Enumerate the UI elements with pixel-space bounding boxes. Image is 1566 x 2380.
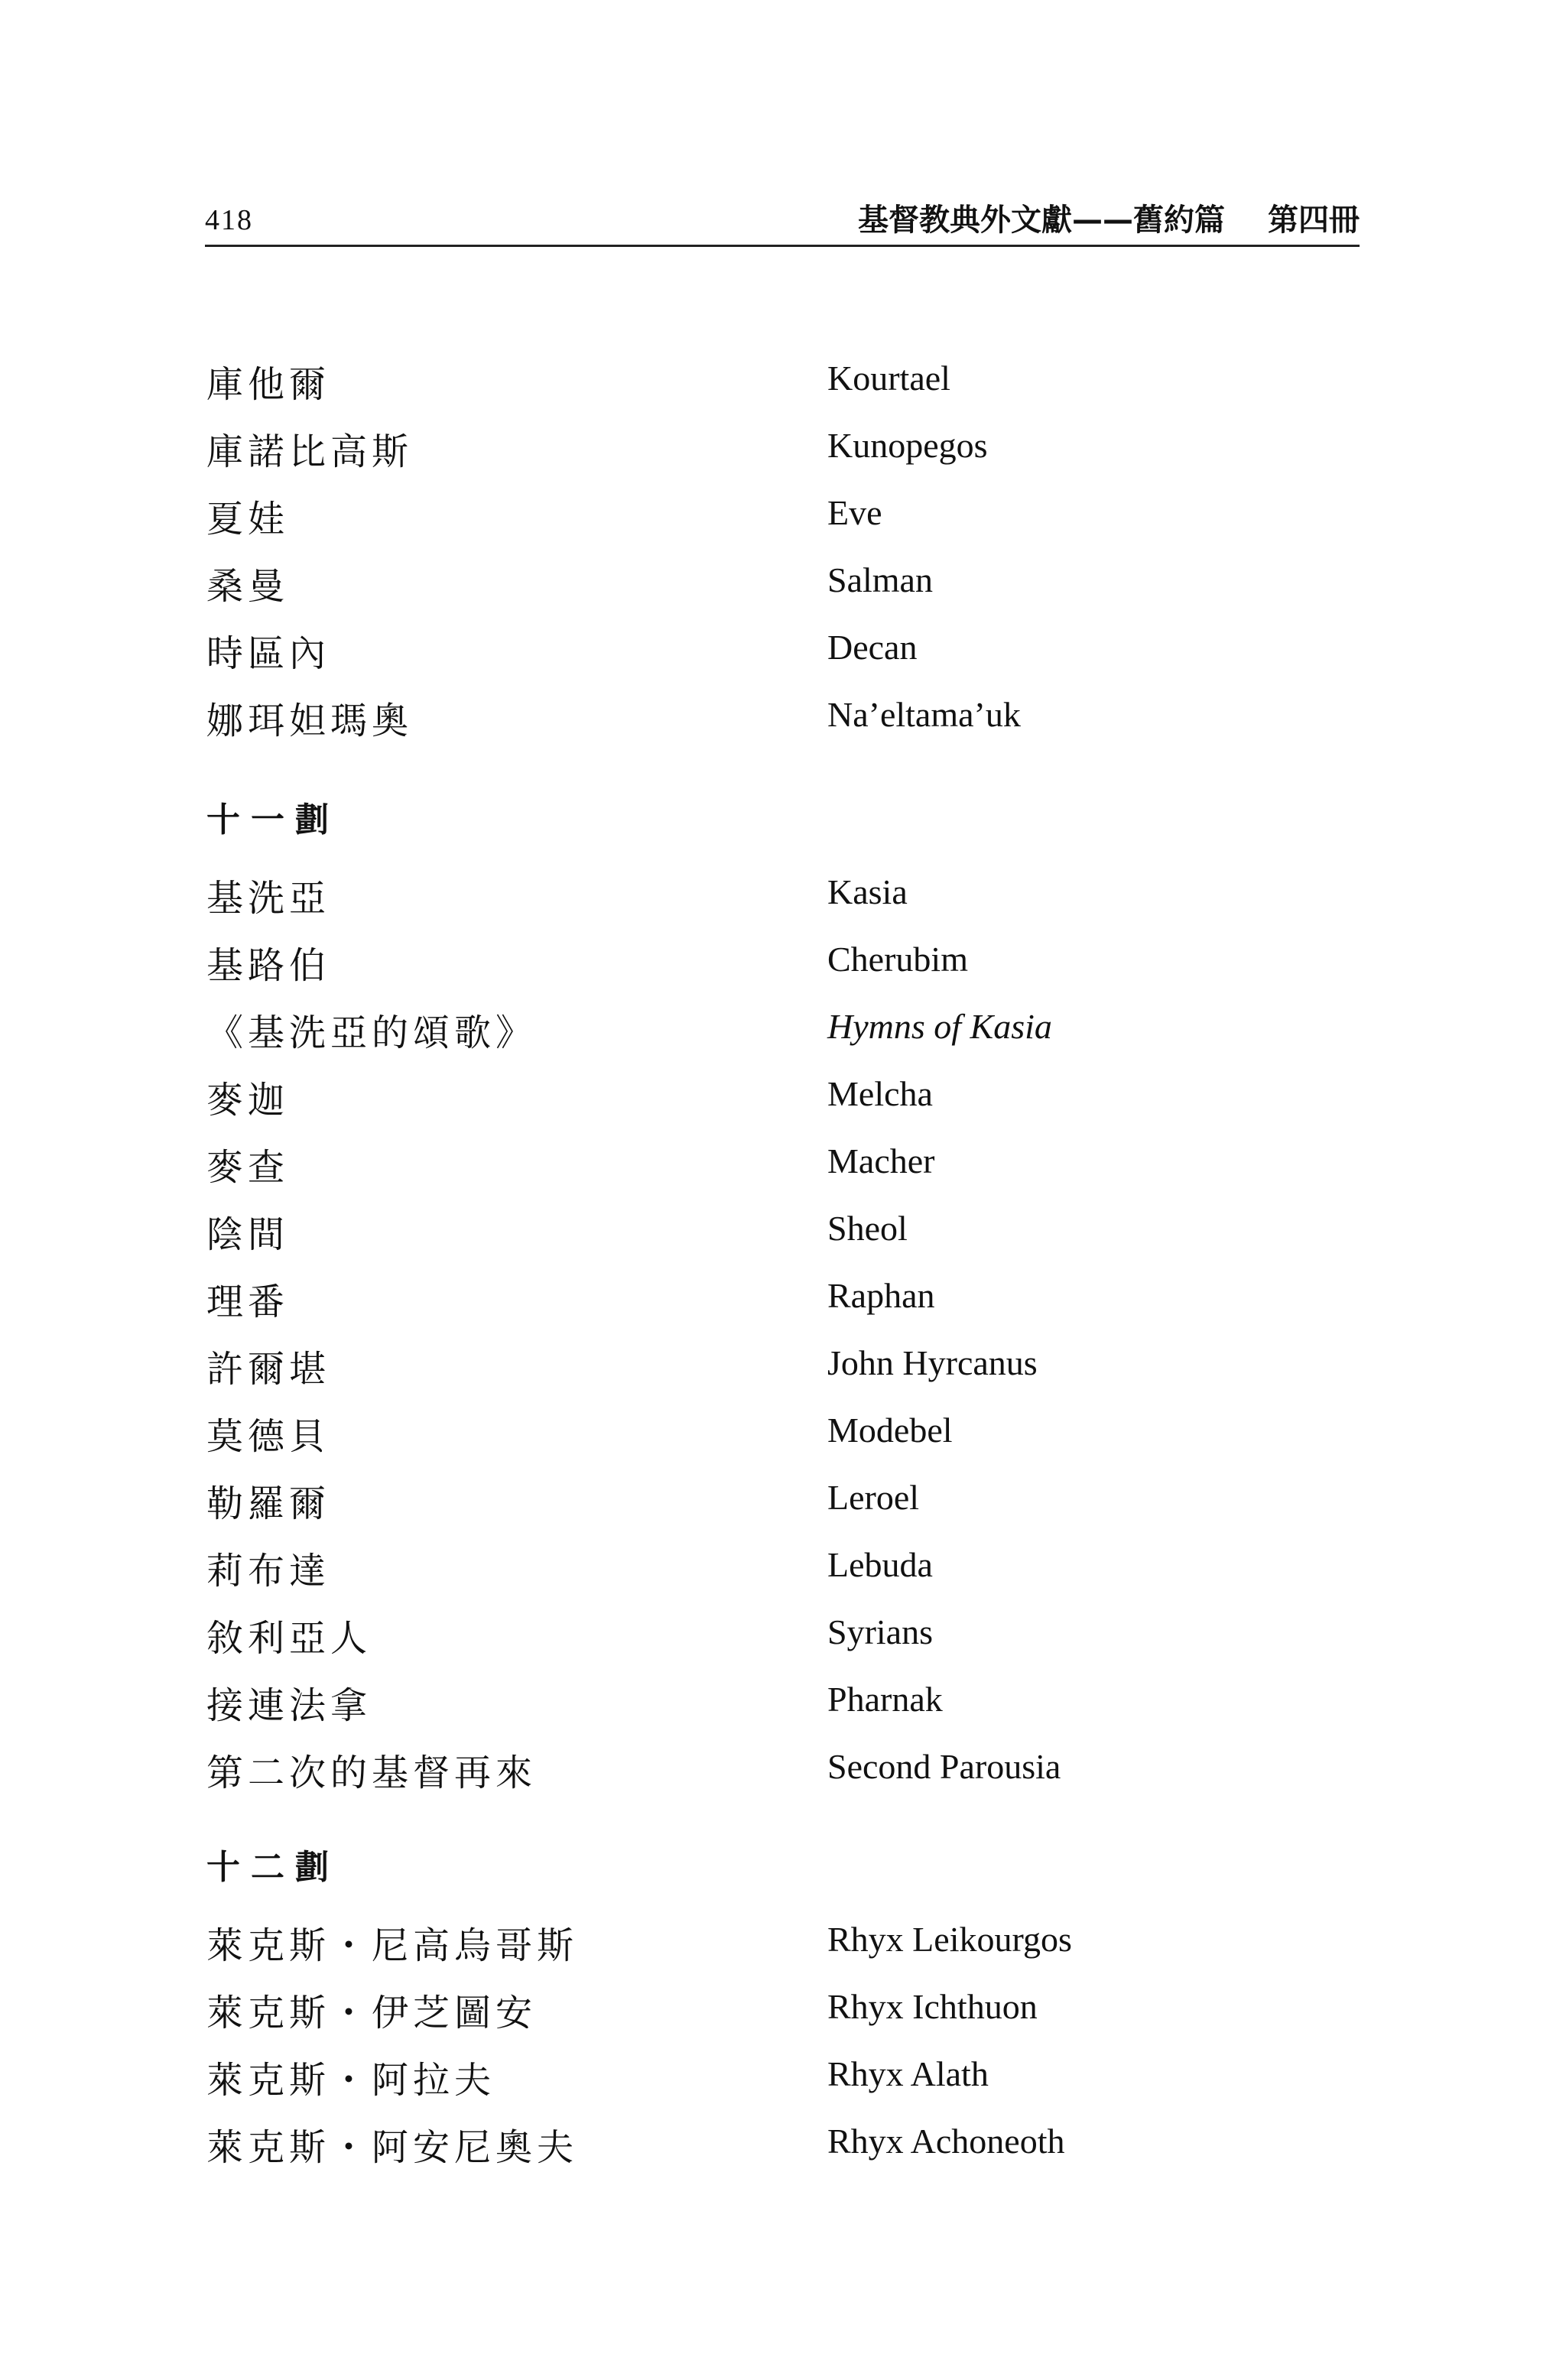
running-title: [858, 196, 1360, 239]
section-heading-12-strokes: 十二劃: [206, 1848, 340, 1887]
glossary-entry: [206, 930, 1353, 997]
english-term: Decan: [827, 628, 918, 667]
chinese-term: 莉布達: [206, 1550, 331, 1593]
glossary-entry: [206, 618, 1353, 685]
chinese-term: 萊克斯・尼高烏哥斯: [206, 1924, 579, 1967]
book-title: 基督教典外文獻——舊約篇: [858, 203, 1225, 238]
chinese-term: 基路伯: [206, 944, 331, 987]
chinese-term: 陰間: [206, 1213, 290, 1256]
english-term: Raphan: [827, 1276, 935, 1315]
glossary-entry: [206, 2044, 1353, 2112]
english-term: Sheol: [827, 1209, 908, 1248]
english-term: Pharnak: [827, 1680, 943, 1719]
english-term: Eve: [827, 493, 882, 532]
glossary-entry: [206, 416, 1353, 483]
chinese-term: 桑曼: [206, 565, 290, 608]
running-header: [205, 191, 1360, 247]
english-term: Na’eltama’uk: [827, 695, 1021, 734]
chinese-term: 夏娃: [206, 498, 290, 541]
english-term: Melcha: [827, 1074, 933, 1113]
glossary-section-12-strokes: [206, 1910, 1353, 2179]
english-term: Rhyx Alath: [827, 2054, 989, 2093]
chinese-term: 萊克斯・阿安尼奧夫: [206, 2126, 579, 2169]
chinese-term: 庫諾比高斯: [206, 430, 414, 473]
english-term: Kourtael: [827, 359, 950, 398]
glossary-entry: [206, 1401, 1353, 1468]
chinese-term: 庫他爾: [206, 363, 331, 406]
english-term: John Hyrcanus: [827, 1343, 1038, 1382]
glossary-entry: [206, 685, 1353, 752]
glossary-entry: [206, 1535, 1353, 1602]
glossary-entry: [206, 1670, 1353, 1737]
chinese-term: 許爾堪: [206, 1348, 331, 1391]
glossary-entry: [206, 1064, 1353, 1132]
chinese-term: 《基洗亞的頌歌》: [206, 1011, 538, 1054]
chinese-term: 接連法拿: [206, 1684, 372, 1727]
section-heading-11-strokes: 十一劃: [206, 800, 340, 839]
chinese-term: 理番: [206, 1281, 290, 1323]
english-term: Modebel: [827, 1411, 953, 1450]
english-term: Kasia: [827, 872, 908, 911]
glossary-entry: [206, 1468, 1353, 1535]
glossary-entry: [206, 2112, 1353, 2179]
glossary-entry: [206, 1266, 1353, 1333]
english-term: Lebuda: [827, 1545, 933, 1584]
glossary-section-11-strokes: [206, 862, 1353, 1804]
english-term: Rhyx Ichthuon: [827, 1987, 1038, 2026]
glossary-entry: [206, 1199, 1353, 1266]
english-term: Kunopegos: [827, 426, 988, 465]
glossary-entry: [206, 1132, 1353, 1199]
glossary-entry: [206, 862, 1353, 930]
glossary-entry: [206, 997, 1353, 1064]
glossary-entry: [206, 550, 1353, 618]
english-term: Cherubim: [827, 940, 968, 979]
page-number: 418: [205, 204, 253, 236]
english-term: Rhyx Leikourgos: [827, 1920, 1072, 1959]
chinese-term: 時區內: [206, 632, 331, 675]
glossary-entry: [206, 1602, 1353, 1670]
glossary-entry: [206, 1910, 1353, 1977]
chinese-term: 基洗亞: [206, 877, 331, 920]
chinese-term: 萊克斯・阿拉夫: [206, 2059, 496, 2102]
english-term: Rhyx Achoneoth: [827, 2122, 1065, 2161]
glossary-section-continued: [206, 349, 1353, 752]
chinese-term: 麥迦: [206, 1079, 290, 1122]
english-term-italic: Hymns of Kasia: [827, 1007, 1052, 1046]
english-term: Syrians: [827, 1612, 933, 1651]
chinese-term: 娜珥妲瑪奧: [206, 700, 414, 742]
chinese-term: 莫德貝: [206, 1415, 331, 1458]
volume-label: 第四冊: [1268, 203, 1360, 238]
glossary-entry: [206, 483, 1353, 550]
glossary-entry: [206, 1737, 1353, 1804]
chinese-term: 勒羅爾: [206, 1482, 331, 1525]
english-term: Leroel: [827, 1478, 920, 1517]
chinese-term: 敘利亞人: [206, 1617, 372, 1660]
glossary-entry: [206, 349, 1353, 416]
english-term: Salman: [827, 560, 933, 599]
chinese-term: 萊克斯・伊芝圖安: [206, 1992, 538, 2034]
english-term: Second Parousia: [827, 1747, 1061, 1786]
english-term: Macher: [827, 1141, 935, 1180]
glossary-entry: [206, 1977, 1353, 2044]
chinese-term: 第二次的基督再來: [206, 1752, 538, 1794]
chinese-term: 麥查: [206, 1146, 290, 1189]
glossary-entry: [206, 1333, 1353, 1401]
